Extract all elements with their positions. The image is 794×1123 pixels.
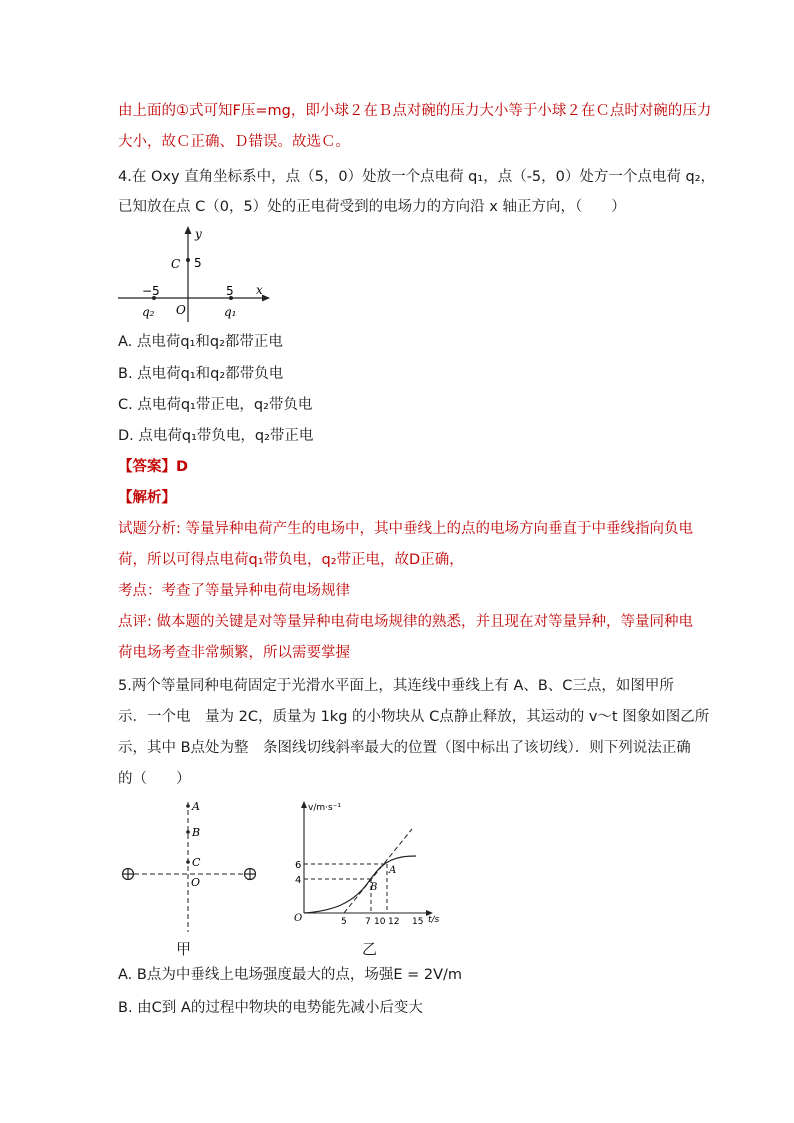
q5-yi-caption: 乙 bbox=[362, 940, 378, 958]
q5-yi-xtick-15: 15 bbox=[412, 917, 424, 926]
q5-figure-jia bbox=[112, 796, 272, 936]
q5-yi-tick-4: 4 bbox=[295, 875, 302, 886]
q5-yi-origin: O bbox=[294, 913, 303, 924]
q4-answer: 【答案】D bbox=[118, 459, 189, 475]
q4-coordinate-figure bbox=[118, 222, 283, 322]
q4-stem-line-1: 4.在 Oxy 直角坐标系中，点（5，0）处放一个点电荷 q₁，点（-5，0）处方一个点电荷 q₂， bbox=[118, 169, 716, 185]
q5-jia-point-a: A bbox=[192, 800, 200, 813]
q5-stem-line-3: 示，其中 B点处为整 条图线切线斜率最大的位置（图中标出了该切线）．则下列说法正确 bbox=[118, 740, 691, 756]
q4-option-b: B. 点电荷q₁和q₂都带负电 bbox=[118, 366, 284, 382]
q4-point-c-value: 5 bbox=[194, 256, 202, 270]
q4-analysis-line-3: 考点：考查了等量异种电荷电场规律 bbox=[118, 583, 350, 599]
q4-point-c-label: C bbox=[171, 257, 181, 271]
q5-yi-point-a: A bbox=[389, 865, 397, 876]
q5-yi-xtick-5: 5 bbox=[341, 917, 347, 926]
q4-origin-label: O bbox=[176, 303, 186, 317]
q5-yi-xlabel: t/s bbox=[428, 915, 440, 925]
intro-line-1: 由上面的①式可知F压=mg，即小球２在Ｂ点对碗的压力大小等于小球２在Ｃ点时对碗的压力 bbox=[118, 103, 712, 119]
q4-tick-neg5: −5 bbox=[142, 284, 160, 298]
q4-option-d: D. 点电荷q₁带负电，q₂带正电 bbox=[118, 428, 314, 444]
q4-y-axis-label: y bbox=[195, 227, 202, 241]
q5-yi-xtick-7: 7 bbox=[365, 917, 371, 926]
q4-x-axis-label: x bbox=[256, 283, 263, 297]
q5-option-a: A. B点为中垂线上电场强度最大的点，场强E = 2V/m bbox=[118, 967, 463, 983]
q5-yi-point-b: B bbox=[370, 882, 378, 893]
q4-analysis-line-1: 试题分析: 等量异种电荷产生的电场中，其中垂线上的点的电场方向垂直于中垂线指向负电 bbox=[118, 521, 693, 537]
q5-yi-xtick-10: 10 bbox=[374, 917, 386, 926]
q5-yi-xtick-12: 12 bbox=[388, 917, 400, 926]
q4-q1-label: q₁ bbox=[224, 305, 237, 319]
q4-analysis-line-2: 荷，所以可得点电荷q₁带负电，q₂带正电，故D正确， bbox=[118, 552, 464, 568]
q4-analysis-line-5: 荷电场考查非常频繁，所以需要掌握 bbox=[118, 645, 350, 661]
q4-q2-label: q₂ bbox=[142, 305, 155, 319]
q5-stem-line-4: 的（ ） bbox=[118, 771, 191, 787]
q4-option-a: A. 点电荷q₁和q₂都带正电 bbox=[118, 334, 283, 350]
q5-jia-caption: 甲 bbox=[176, 940, 192, 958]
q4-tick-pos5: 5 bbox=[226, 284, 234, 298]
q5-jia-point-c: C bbox=[192, 856, 201, 869]
q5-option-b: B. 由C到 A的过程中物块的电势能先减小后变大 bbox=[118, 1000, 423, 1016]
q4-option-c: C. 点电荷q₁带正电，q₂带负电 bbox=[118, 397, 313, 413]
q5-jia-origin: O bbox=[191, 876, 201, 889]
q5-yi-ylabel: v/m·s⁻¹ bbox=[308, 803, 342, 813]
intro-line-2: 大小，故Ｃ正确、Ｄ错误。故选Ｃ。 bbox=[118, 134, 350, 150]
q4-analysis-line-4: 点评: 做本题的关键是对等量异种电荷电场规律的熟悉，并且现在对等量异种，等量同种电 bbox=[118, 614, 693, 630]
q4-stem-line-2: 已知放在点 C（0，5）处的正电荷受到的电场力的方向沿 x 轴正方向，（ ） bbox=[118, 199, 626, 215]
q5-stem-line-2: 示．一个电 量为 2C，质量为 1kg 的小物块从 C点静止释放，其运动的 v～t 图象如图乙所 bbox=[118, 709, 710, 725]
q4-analysis-title: 【解析】 bbox=[118, 490, 176, 506]
q5-stem-line-1: 5.两个等量同种电荷固定于光滑水平面上，其连线中垂线上有 A、B、C三点，如图甲所 bbox=[118, 678, 674, 694]
q5-figure-yi bbox=[292, 796, 452, 926]
q5-yi-tick-6: 6 bbox=[295, 860, 302, 871]
q5-jia-point-b: B bbox=[192, 826, 201, 839]
